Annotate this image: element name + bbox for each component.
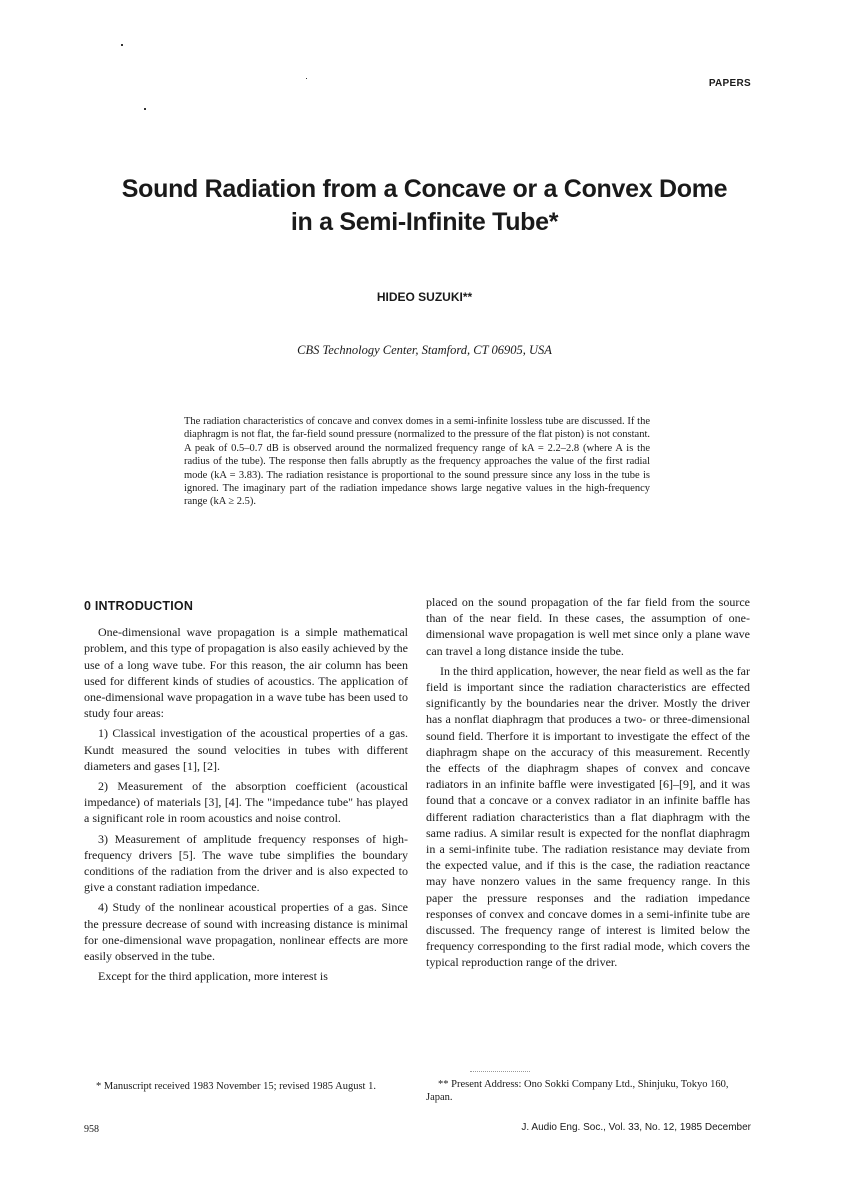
- scan-speck: [144, 108, 146, 110]
- paragraph: placed on the sound propagation of the far field from the source than of the near field. In these cases, the assumption of one-dimensional wave propagation is well met since only a plane wave can travel a long distance inside the tube.: [426, 595, 750, 658]
- title-line-2: in a Semi-Infinite Tube*: [290, 208, 559, 236]
- title-line-1: Sound Radiation from a Concave or a Convex Dome: [121, 175, 728, 203]
- scan-speck: [306, 78, 307, 79]
- footnote-address: ** Present Address: Ono Sokki Company Ltd., Shinjuku, Tokyo 160, Japan.: [426, 1079, 729, 1103]
- paragraph: In the third application, however, the near field as well as the far field is important since the radiation characteristics are effected significantly by the boundaries near the driver. Mostly the driver has a nonflat diaphragm that produces a two- or three-dimensional sound field. Therfore it is important to investigate the effect of the diaphragm shape on the accuracy of this measurement. Recently the effects of the diaphragm shapes of convex and concave radiators in an infinite baffle were investigated [6]–[9], and it was found that a concave or a convex radiator in an infinite baffle has different radiation characteristics than a flat diaphragm with the same radius. A similar result is expected for the nonflat diaphragm in a semi-infinite tube. The radiation resistance may deviate from the expected value, and if this is the case, the radiation reactance may have nonzero values in the same frequency range. In this paper the pressure responses and the radiation impedance responses of convex and concave domes in a semi-infinite tube are discussed. The frequency range of interest is limited below the frequency corresponding to the first radial mode, which covers the typical reproduction range of the driver.: [426, 663, 750, 970]
- section-tag: PAPERS: [708, 78, 751, 89]
- paragraph: 3) Measurement of amplitude frequency responses of high-frequency drivers [5]. The wave tube simplifies the boundary conditions of the radiation from the driver and is also expected to give a constant radiation impedance.: [84, 831, 408, 895]
- right-column: [426, 594, 750, 975]
- abstract: The radiation characteristics of concave and convex domes in a semi-infinite lossless tube are discussed. If the diaphragm is not flat, the far-field sound pressure (normalized to the pressure of the flat piston) is not constant. A peak of 0.5–0.7 dB is observed around the normalized frequency range of kA = 2.2–2.8 (where A is the radius of the tube). The response then falls abruptly as the frequency approaches the value of the first radial mode (kA = 3.83). The radiation resistance is proportional to the sound pressure since any loss in the tube is ignored. The imaginary part of the radiation impedance shows large negative values in the high-frequency range (kA ≥ 2.5).: [184, 416, 650, 508]
- paragraph: One-dimensional wave propagation is a simple mathematical problem, and this type of propagation is also easily achieved by the use of a long wave tube. For this reason, the air column has been used for different kinds of studies of acoustics. The application of one-dimensional wave propagation in a wave tube has been used to study four areas:: [84, 625, 408, 721]
- paragraph: 4) Study of the nonlinear acoustical properties of a gas. Since the pressure decrease of sound with increasing distance is minimal for one-dimensional wave propagation, nonlinear effects are more easily observed in the tube.: [84, 900, 408, 964]
- scan-speck: [121, 44, 123, 46]
- paragraph: Except for the third application, more interest is: [98, 969, 328, 984]
- paragraph: 1) Classical investigation of the acoustical properties of a gas. Kundt measured the sound velocities in tubes with different diameters and gases [1], [2].: [84, 726, 408, 773]
- footnote-manuscript: * Manuscript received 1983 November 15; revised 1985 August 1.: [96, 1081, 376, 1092]
- author-name: HIDEO SUZUKI**: [376, 290, 473, 304]
- page-number: 958: [84, 1124, 99, 1135]
- author-affiliation: CBS Technology Center, Stamford, CT 06905, USA: [297, 343, 552, 357]
- section-heading-introduction: 0 INTRODUCTION: [84, 599, 194, 613]
- article-title: [60, 173, 789, 239]
- journal-reference: J. Audio Eng. Soc., Vol. 33, No. 12, 1985 December: [521, 1122, 751, 1133]
- left-column: [84, 598, 408, 988]
- paragraph: 2) Measurement of the absorption coefficient (acoustical impedance) of materials [3], [4]. The "impedance tube" has played a significant role in room acoustics and noise control.: [84, 779, 408, 826]
- footnote-rule: [470, 1071, 530, 1072]
